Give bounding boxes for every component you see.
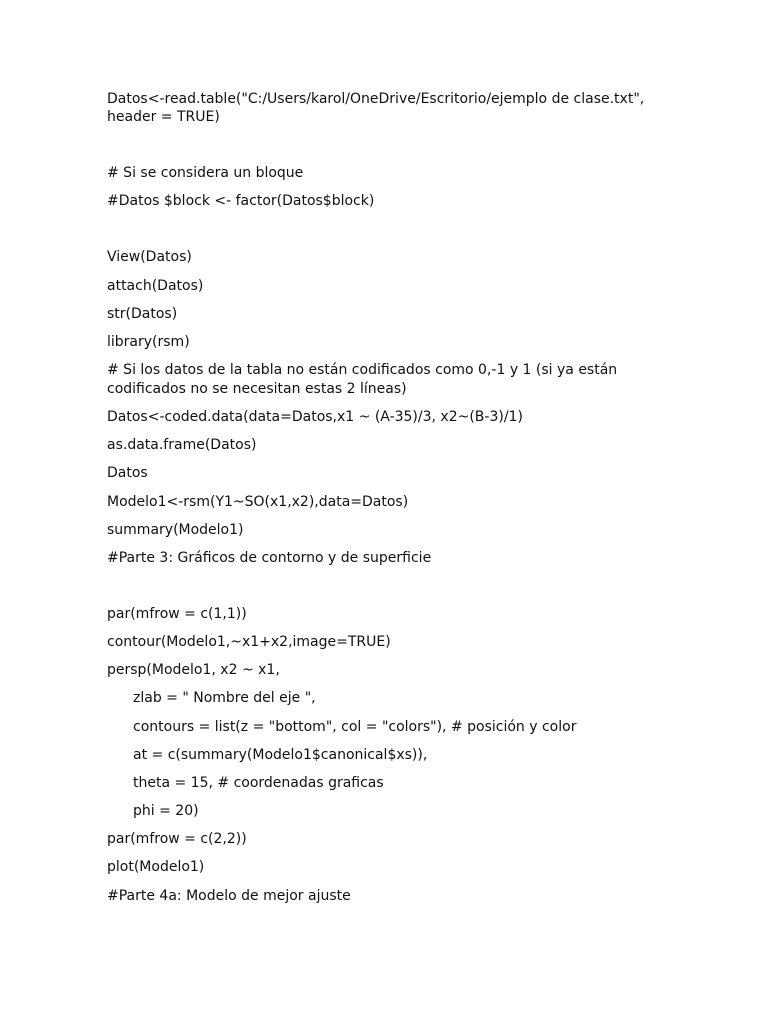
code-line-datos: Datos xyxy=(107,465,148,481)
code-line-as-data-frame: as.data.frame(Datos) xyxy=(107,437,257,453)
code-line-par-1-1: par(mfrow = c(1,1)) xyxy=(107,606,247,622)
comment-line-block-factor: #Datos $block <- factor(Datos$block) xyxy=(107,193,375,209)
code-line-rsm-model: Modelo1<-rsm(Y1~SO(x1,x2),data=Datos) xyxy=(107,494,409,510)
code-line-header: header = TRUE) xyxy=(107,109,220,125)
code-line-library: library(rsm) xyxy=(107,334,190,350)
code-line-view: View(Datos) xyxy=(107,249,192,265)
comment-line-bloque: # Si se considera un bloque xyxy=(107,165,304,181)
code-line-read-table: Datos<-read.table("C:/Users/karol/OneDrive/Escritorio/ejemplo de clase.txt", xyxy=(107,91,645,107)
code-line-coded-data: Datos<-coded.data(data=Datos,x1 ~ (A-35)/3, x2~(B-3)/1) xyxy=(107,409,523,425)
code-line-theta: theta = 15, # coordenadas graficas xyxy=(133,775,384,791)
code-line-phi: phi = 20) xyxy=(133,803,199,819)
comment-line-parte-4a: #Parte 4a: Modelo de mejor ajuste xyxy=(107,888,351,904)
code-line-zlab: zlab = " Nombre del eje ", xyxy=(133,690,316,706)
code-line-plot: plot(Modelo1) xyxy=(107,859,205,875)
code-line-persp: persp(Modelo1, x2 ~ x1, xyxy=(107,662,280,678)
comment-line-codificados: # Si los datos de la tabla no están codificados como 0,-1 y 1 (si ya están xyxy=(107,362,618,378)
comment-line-parte-3: #Parte 3: Gráficos de contorno y de superficie xyxy=(107,550,432,566)
code-line-contour: contour(Modelo1,~x1+x2,image=TRUE) xyxy=(107,634,391,650)
comment-line-lineas: codificados no se necesitan estas 2 líneas) xyxy=(107,381,407,397)
code-line-str: str(Datos) xyxy=(107,306,178,322)
code-line-contours: contours = list(z = "bottom", col = "colors"), # posición y color xyxy=(133,719,577,735)
code-line-attach: attach(Datos) xyxy=(107,278,204,294)
code-line-at: at = c(summary(Modelo1$canonical$xs)), xyxy=(133,747,428,763)
code-line-par-2-2: par(mfrow = c(2,2)) xyxy=(107,831,247,847)
code-line-summary: summary(Modelo1) xyxy=(107,522,244,538)
